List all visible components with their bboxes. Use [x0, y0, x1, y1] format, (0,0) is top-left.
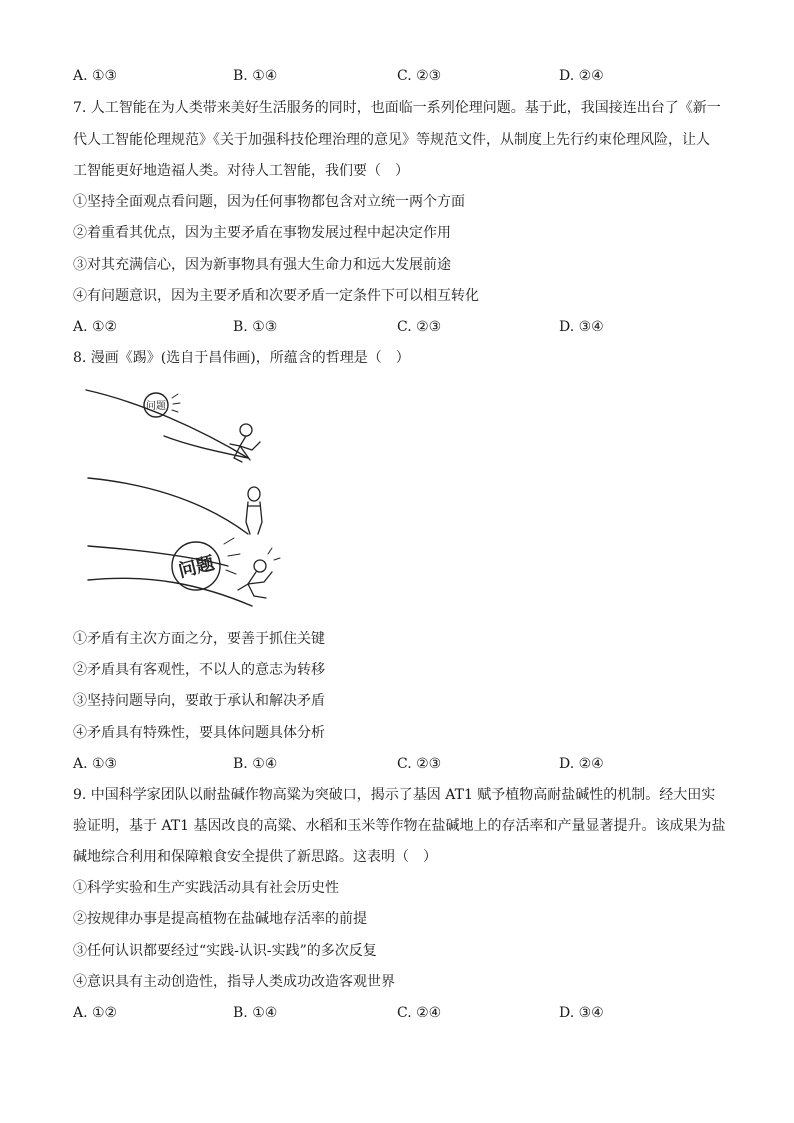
q6-options: [73, 66, 733, 86]
q9-stem-line-2: 验证明，基于 AT1 基因改良的高粱、水稻和玉米等作物在盐碱地上的存活率和产量显著提升。该成果为盐: [73, 818, 726, 834]
q6-option-b: B. ①④: [233, 68, 278, 84]
q8-option-d: D. ②④: [559, 756, 604, 772]
q8-statement-2: ②矛盾具有客观性，不以人的意志为转移: [73, 662, 325, 678]
standing-person-icon: [246, 487, 262, 534]
kick-cartoon: [80, 384, 290, 614]
q9-option-d: D. ③④: [559, 1005, 604, 1021]
q9-option-c: C. ②④: [397, 1005, 442, 1021]
q7-option-a: A. ①②: [73, 319, 118, 335]
falling-person-icon: [238, 548, 280, 598]
slope-bottom-lower: [88, 578, 252, 606]
q7-statement-1: ①坚持全面观点看问题，因为任何事物都包含对立统一两个方面: [73, 194, 465, 210]
q8-stem: 8. 漫画《踢》(选自于昌伟画)，所蕴含的哲理是（ ）: [73, 350, 410, 366]
big-ball-label: 问题: [176, 552, 217, 582]
q8-options: [73, 754, 733, 774]
q7-stem-line-2: 代人工智能伦理规范》《关于加强科技伦理治理的意见》等规范文件，从制度上先行约束伦理风险，让人: [73, 132, 710, 148]
q7-option-d: D. ③④: [559, 319, 604, 335]
q6-option-c: C. ②③: [397, 68, 442, 84]
q7-option-c: C. ②③: [397, 319, 442, 335]
q9-stem-line-1: 9. 中国科学家团队以耐盐碱作物高粱为突破口，揭示了基因 AT1 赋予植物高耐盐碱性的机制。经大田实: [73, 787, 716, 803]
q9-option-b: B. ①④: [233, 1005, 278, 1021]
q8-statement-1: ①矛盾有主次方面之分，要善于抓住关键: [73, 631, 325, 647]
q7-option-b: B. ①③: [233, 319, 278, 335]
q7-stem-line-1: 7. 人工智能在为人类带来美好生活服务的同时，也面临一系列伦理问题。基于此，我国接连出台了《新一: [73, 100, 721, 116]
q8-option-c: C. ②③: [397, 756, 442, 772]
q7-statement-4: ④有问题意识，因为主要矛盾和次要矛盾一定条件下可以相互转化: [73, 288, 479, 304]
q9-stem-line-3: 碱地综合利用和保障粮食安全提供了新思路。这表明（ ）: [73, 849, 437, 865]
q8-option-a: A. ①③: [73, 756, 118, 772]
q8-statement-3: ③坚持问题导向，要敢于承认和解决矛盾: [73, 693, 325, 709]
q8-statement-4: ④矛盾具有特殊性，要具体问题具体分析: [73, 725, 325, 741]
small-ball-label: 问题: [146, 401, 166, 412]
q9-statement-3: ③任何认识都要经过“实践-认识-实践”的多次反复: [73, 943, 377, 959]
q6-option-d: D. ②④: [559, 68, 604, 84]
slope-middle: [88, 478, 248, 534]
q6-option-a: A. ①③: [73, 68, 118, 84]
q9-statement-1: ①科学实验和生产实践活动具有社会历史性: [73, 880, 339, 896]
q9-option-a: A. ①②: [73, 1005, 118, 1021]
q9-statement-2: ②按规律办事是提高植物在盐碱地存活率的前提: [73, 911, 367, 927]
q9-statement-4: ④意识具有主动创造性，指导人类成功改造客观世界: [73, 974, 395, 990]
q7-statement-2: ②着重看其优点，因为主要矛盾在事物发展过程中起决定作用: [73, 225, 451, 241]
q8-option-b: B. ①④: [233, 756, 278, 772]
q7-stem-line-3: 工智能更好地造福人类。对待人工智能，我们要（ ）: [73, 163, 409, 179]
q7-statement-3: ③对其充满信心，因为新事物具有强大生命力和远大发展前途: [73, 257, 451, 273]
q9-options: [73, 1003, 733, 1023]
q7-options: [73, 317, 733, 337]
